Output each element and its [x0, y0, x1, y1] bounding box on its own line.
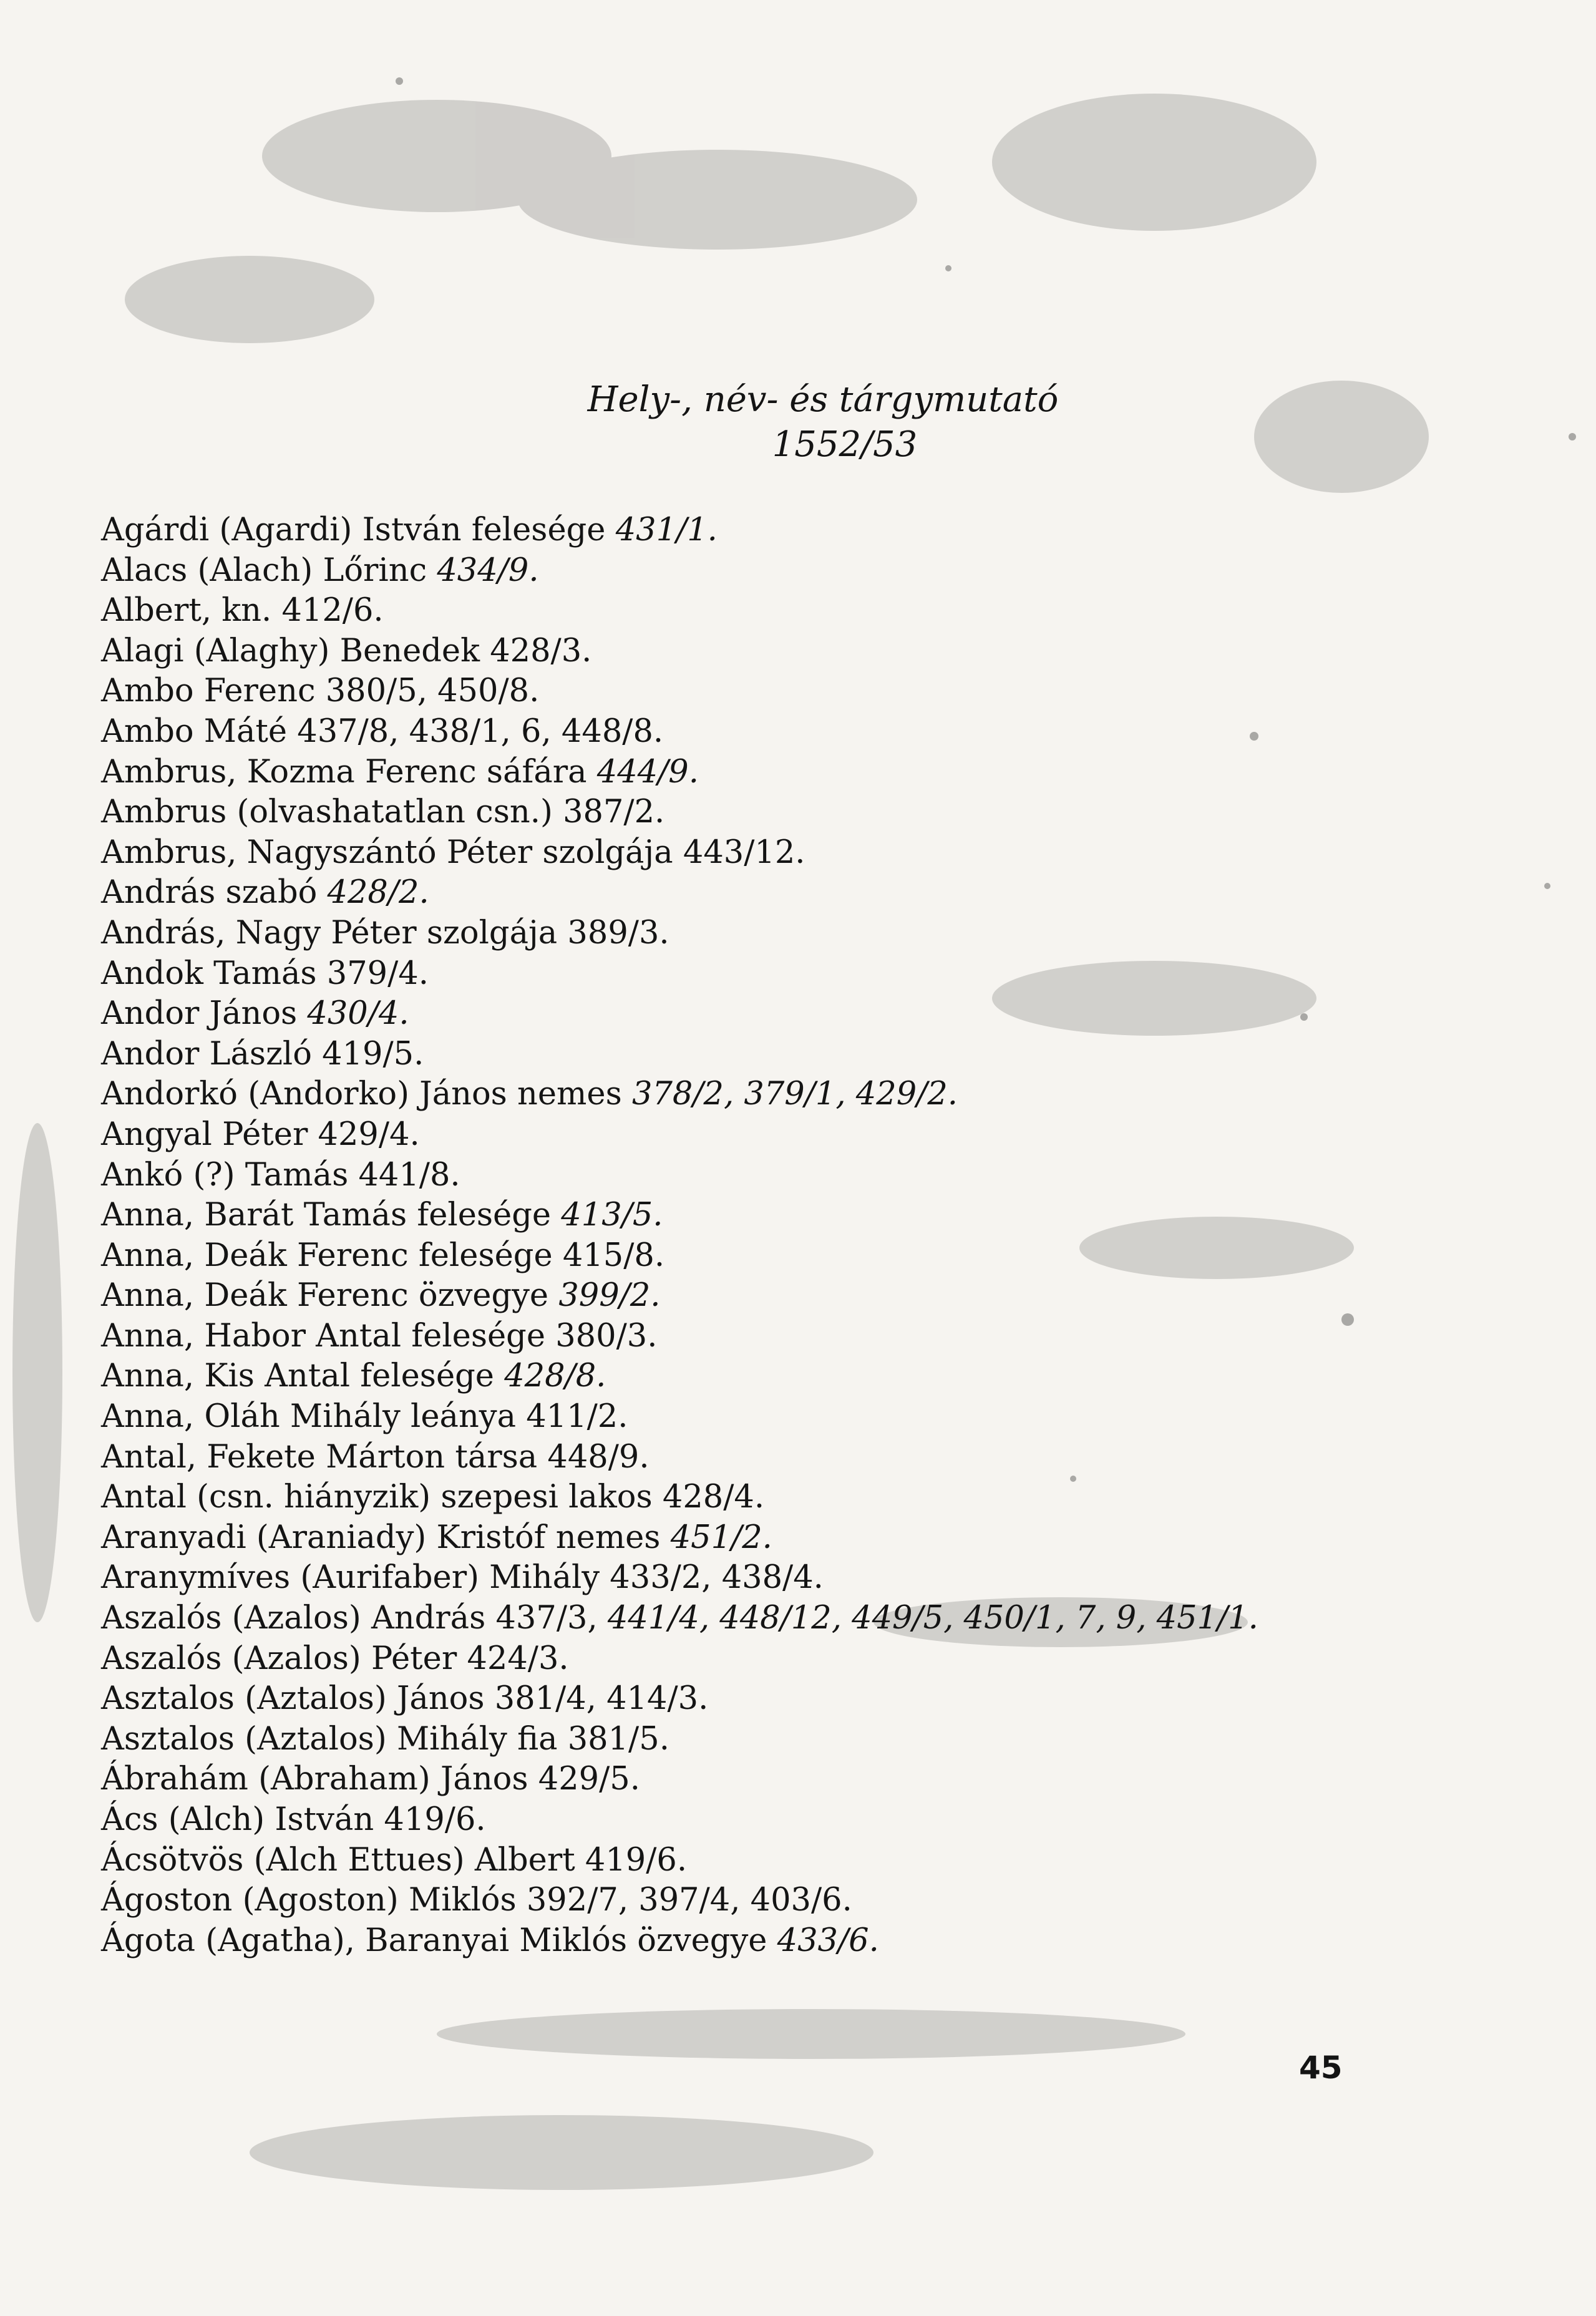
entry-text: Albert, kn. 412/6. — [101, 592, 384, 630]
entry-text: Ambo Máté 437/8, 438/1, 6, 448/8. — [101, 713, 664, 750]
entry-text: Ágota (Agatha), Baranyai Miklós özvegye — [101, 1922, 777, 1959]
entry-text: Ankó (?) Tamás 441/8. — [101, 1156, 460, 1194]
entry-refs: 444/9. — [596, 753, 699, 791]
entry-refs: 430/4. — [307, 995, 409, 1033]
index-header — [0, 377, 1596, 467]
index-entry — [101, 1598, 1474, 1639]
entry-text: Asztalos (Aztalos) Mihály fia 381/5. — [101, 1720, 669, 1758]
entry-text: Andor László 419/5. — [101, 1035, 424, 1073]
index-entry — [101, 1276, 1474, 1316]
index-entry — [101, 1438, 1474, 1478]
index-entry — [101, 873, 1474, 913]
entry-refs: 451/2. — [670, 1519, 772, 1556]
entry-text: Asztalos (Aztalos) János 381/4, 414/3. — [101, 1680, 709, 1718]
entry-text: Andor János — [101, 995, 308, 1033]
entry-text: Ambrus, Nagyszántó Péter szolgája 443/12. — [101, 834, 805, 871]
entry-text: Agárdi (Agardi) István felesége — [101, 512, 616, 548]
index-entry — [101, 792, 1474, 833]
entry-refs: 428/8. — [504, 1358, 606, 1395]
index-entry — [101, 1720, 1474, 1760]
entry-text: Ágoston (Agoston) Miklós 392/7, 397/4, 403/6. — [101, 1882, 852, 1919]
index-entry — [101, 1316, 1474, 1357]
index-entry — [101, 631, 1474, 672]
entry-text: Ambrus (olvashatatlan csn.) 387/2. — [101, 794, 665, 831]
entry-text: Andok Tamás 379/4. — [101, 955, 429, 992]
entry-text: Anna, Kis Antal felesége — [101, 1358, 505, 1395]
entry-refs: 434/9. — [437, 552, 539, 589]
index-entry — [101, 1115, 1474, 1156]
entry-text: Ambo Ferenc 380/5, 450/8. — [101, 673, 540, 710]
entry-text: Ambrus, Kozma Ferenc sáfára — [101, 753, 597, 791]
entry-refs: 431/1. — [615, 512, 718, 548]
index-entry-list — [101, 510, 1474, 1961]
index-entry — [101, 1156, 1474, 1196]
entry-text: Anna, Deák Ferenc felesége 415/8. — [101, 1237, 665, 1274]
entry-refs: 433/6. — [777, 1922, 879, 1959]
entry-text: András szabó — [101, 874, 328, 912]
index-title: Hely-, név- és tárgymutató — [587, 379, 1059, 420]
index-entry — [101, 1881, 1474, 1921]
entry-text: Andorkó (Andorko) János nemes — [101, 1076, 632, 1113]
entry-text: Anna, Deák Ferenc özvegye — [101, 1277, 559, 1315]
index-entry — [101, 712, 1474, 752]
entry-text: András, Nagy Péter szolgája 389/3. — [101, 914, 669, 951]
entry-refs: 413/5. — [561, 1197, 663, 1234]
entry-refs: 441/4, 448/12, 449/5, 450/1, 7, 9, 451/1. — [607, 1600, 1258, 1637]
index-entry — [101, 954, 1474, 995]
entry-text: Angyal Péter 429/4. — [101, 1116, 420, 1153]
entry-text: Ácsötvös (Alch Ettues) Albert 419/6. — [101, 1841, 688, 1879]
index-entry — [101, 1558, 1474, 1598]
entry-text: Aszalós (Azalos) Péter 424/3. — [101, 1640, 569, 1677]
index-entry — [101, 833, 1474, 873]
entry-text: Ács (Alch) István 419/6. — [101, 1801, 486, 1838]
index-entry — [101, 1759, 1474, 1800]
entry-text: Ábrahám (Abraham) János 429/5. — [101, 1761, 640, 1798]
entry-text: Antal, Fekete Márton társa 448/9. — [101, 1438, 650, 1476]
entry-text: Anna, Habor Antal felesége 380/3. — [101, 1317, 658, 1355]
index-entry — [101, 1236, 1474, 1277]
index-entry — [101, 1841, 1474, 1881]
entry-text: Alagi (Alaghy) Benedek 428/3. — [101, 632, 592, 669]
entry-text: Alacs (Alach) Lőrinc — [101, 552, 437, 589]
index-entry — [101, 1921, 1474, 1962]
index-entry — [101, 1679, 1474, 1720]
index-entry — [101, 752, 1474, 793]
index-entry — [101, 551, 1474, 591]
index-year: 1552/53 — [772, 424, 918, 465]
entry-text: Aranyadi (Araniady) Kristóf nemes — [101, 1519, 671, 1556]
index-entry — [101, 1518, 1474, 1559]
entry-refs: 428/2. — [327, 874, 429, 912]
index-entry — [101, 994, 1474, 1034]
entry-text: Aranymíves (Aurifaber) Mihály 433/2, 438/4. — [101, 1559, 824, 1597]
index-entry — [101, 1397, 1474, 1438]
index-entry — [101, 1477, 1474, 1518]
entry-text: Anna, Oláh Mihály leánya 411/2. — [101, 1398, 628, 1436]
index-entry — [101, 591, 1474, 631]
index-entry — [101, 1074, 1474, 1115]
index-entry — [101, 1800, 1474, 1841]
entry-text: Aszalós (Azalos) András 437/3, — [101, 1600, 608, 1637]
index-entry — [101, 1034, 1474, 1075]
entry-text: Anna, Barát Tamás felesége — [101, 1197, 562, 1234]
entry-refs: 378/2, 379/1, 429/2. — [632, 1076, 958, 1113]
index-entry — [101, 671, 1474, 712]
page-number: 45 — [1299, 2050, 1343, 2086]
index-entry — [101, 1356, 1474, 1397]
index-entry — [101, 1195, 1474, 1236]
index-entry — [101, 913, 1474, 954]
index-entry — [101, 1639, 1474, 1680]
entry-text: Antal (csn. hiányzik) szepesi lakos 428/4. — [101, 1479, 765, 1516]
entry-refs: 399/2. — [558, 1277, 661, 1315]
index-entry — [101, 510, 1474, 551]
